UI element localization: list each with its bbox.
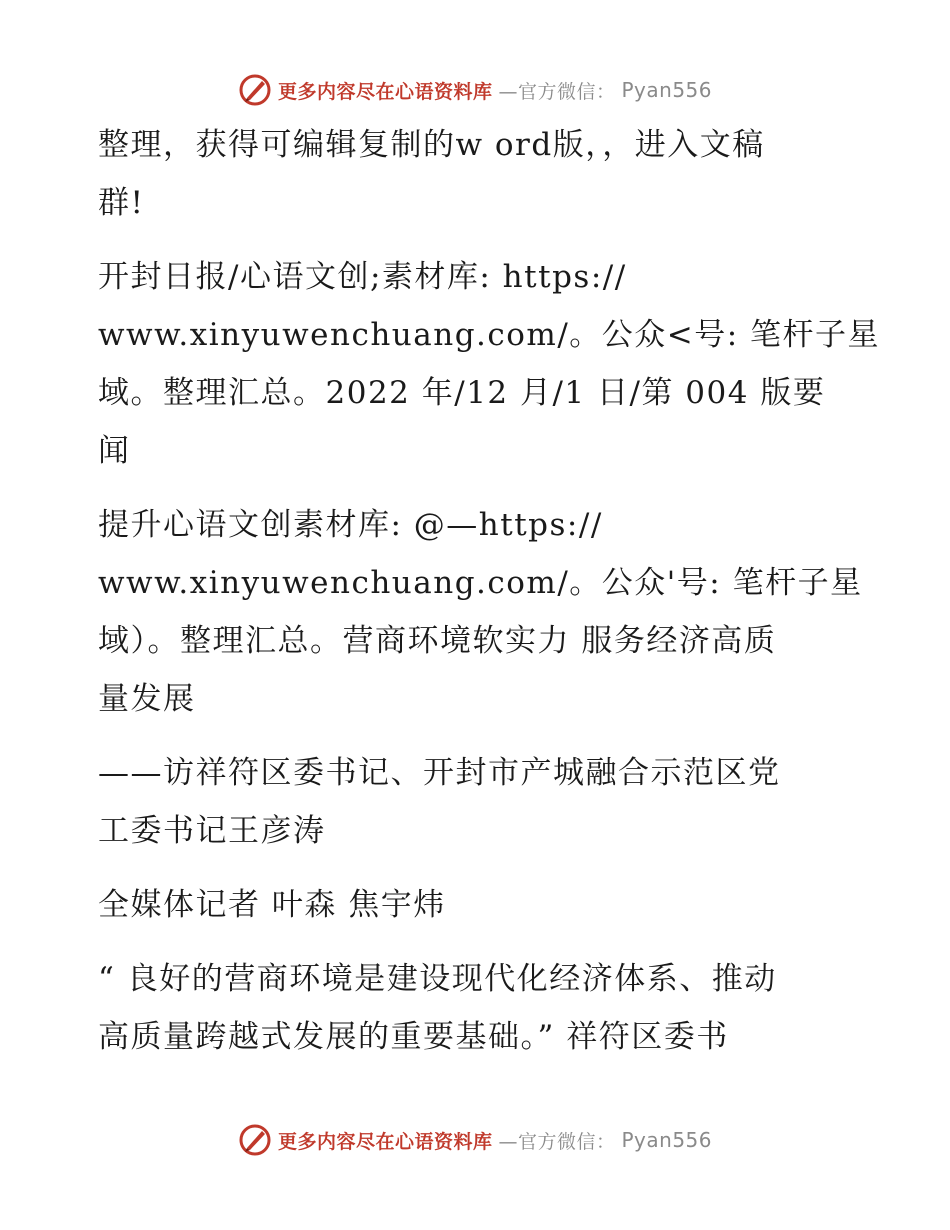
banner-brand-text: 更多内容尽在心语资料库 — [277, 80, 493, 103]
text-line: 全媒体记者 叶森 焦宇炜 — [98, 887, 446, 923]
banner-wechat-id: Pyan556 — [621, 78, 713, 102]
banner-wechat-id: Pyan556 — [621, 1128, 713, 1152]
header-watermark — [0, 70, 950, 110]
banner-brand-text: 更多内容尽在心语资料库 — [277, 1130, 493, 1153]
document-body — [98, 116, 881, 1066]
text-line: 域。整理汇总。2022 年/12 月/1 日/第 004 版要 — [98, 375, 826, 411]
banner-dash-text: —官方微信： — [498, 80, 616, 103]
footer-watermark — [0, 1120, 950, 1160]
text-line: 闻 — [98, 433, 131, 469]
quill-logo-icon — [238, 1123, 272, 1157]
text-line: ——访祥符区委书记、开封市产城融合示范区党 — [98, 755, 781, 791]
text-line: 量发展 — [98, 681, 196, 717]
text-line: www.xinyuwenchuang.com/。公众'号: 笔杆子星 — [98, 565, 863, 601]
text-line: www.xinyuwenchuang.com/。公众<号: 笔杆子星 — [98, 317, 881, 353]
text-line: 群! — [98, 185, 145, 221]
text-line: 工委书记王彦涛 — [98, 813, 326, 849]
text-line: 域）。整理汇总。营商环境软实力 服务经济高质 — [98, 623, 777, 659]
text-line: 整理，获得可编辑复制的w ord版，，进入文稿 — [98, 127, 765, 163]
text-line: 开封日报/心语文创;素材库: https:// — [98, 259, 627, 295]
text-line: 提升心语文创素材库: @—https:// — [98, 507, 603, 543]
quill-logo-icon — [238, 73, 272, 107]
banner-dash-text: —官方微信： — [498, 1130, 616, 1153]
text-line: 高质量跨越式发展的重要基础。” 祥符区委书 — [98, 1019, 729, 1055]
text-line: “ 良好的营商环境是建设现代化经济体系、推动 — [98, 961, 777, 997]
